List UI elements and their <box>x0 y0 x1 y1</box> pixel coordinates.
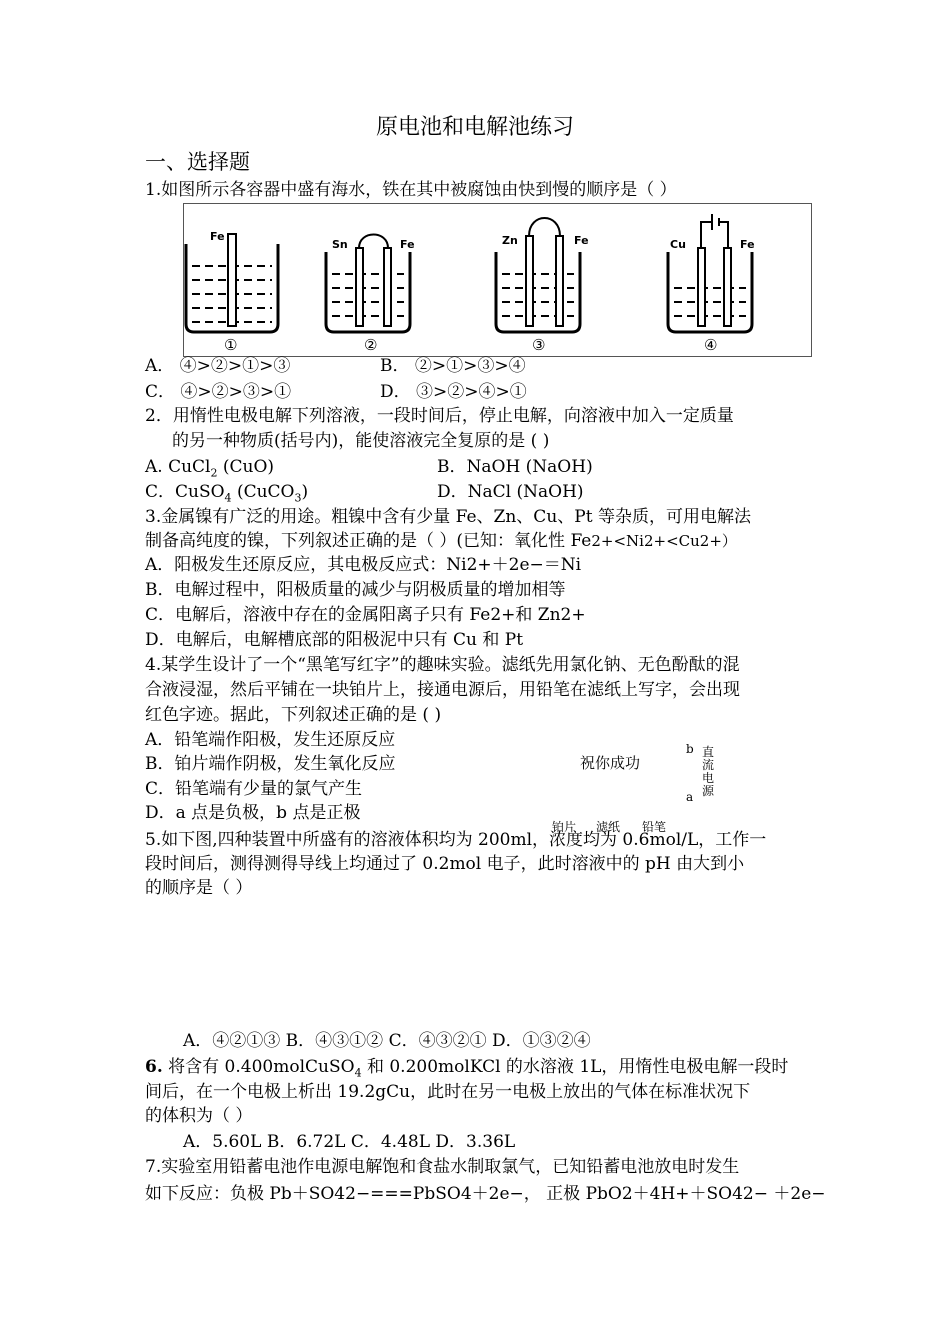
q6-line1: 6. 将含有 0.400molCuSO$_4$ 和 0.200molKCl 的水溶液 1L，用惰性电极电解一段时 <box>145 1057 789 1080</box>
q4-option-a: A．铅笔端作阳极，发生还原反应 <box>145 730 396 750</box>
q1-figure <box>183 203 812 357</box>
q4-line2: 合液浸湿，然后平铺在一块铂片上，接通电源后，用铅笔在滤纸上写字，会出现 <box>145 680 740 700</box>
q2-option-c: C．CuSO$_4$ (CuCO$_3$) <box>145 482 309 505</box>
q3-option-c: C．电解后，溶液中存在的金属阳离子只有 Fe2+和 Zn2+ <box>145 605 586 625</box>
q2-line2: 的另一种物质(括号内)，能使溶液完全复原的是 ( ) <box>172 431 550 451</box>
q5-options: A．④②①③ B．④③①② C．④③②① D．①③②④ <box>183 1031 591 1051</box>
b3-number: ③ <box>532 336 546 354</box>
q2-option-a: A. CuCl$_2$ (CuO) <box>145 457 275 480</box>
b1-number: ① <box>224 336 238 354</box>
q3-line1: 3.金属镍有广泛的用途。粗镍中含有少量 Fe、Zn、Cu、Pt 等杂质，可用电解法 <box>145 507 751 527</box>
q1-stem: 1.如图所示各容器中盛有海水，铁在其中被腐蚀由快到慢的顺序是（ ） <box>145 180 677 200</box>
q4-label-b: b <box>686 742 694 756</box>
q1-option-b: B． ②>①>③>④ <box>380 356 526 376</box>
b1-label-fe: Fe <box>210 230 225 243</box>
b4-label-fe: Fe <box>740 238 755 251</box>
q5-line3: 的顺序是（ ） <box>145 878 253 898</box>
beakers-diagram <box>184 204 811 356</box>
q4-option-d: D．a 点是负极，b 点是正极 <box>145 803 361 823</box>
q4-label-platinum: 铂片 <box>552 820 577 834</box>
q7-line2: 如下反应：负极 Pb＋SO42−===PbSO4＋2e−， 正极 PbO2＋4H+＋SO42− ＋2e− <box>145 1184 826 1204</box>
b3-label-fe: Fe <box>574 234 589 247</box>
q1-option-d: D． ③>②>④>① <box>380 382 527 402</box>
q3-line2: 制备高纯度的镍，下列叙述正确的是（ ）(已知：氧化性 Fe2+<Ni2+<Cu2+） <box>145 531 737 551</box>
q3-option-d: D．电解后，电解槽底部的阳极泥中只有 Cu 和 Pt <box>145 630 524 650</box>
q4-label-pencil: 铅笔 <box>642 820 667 834</box>
b3-label-zn: Zn <box>502 234 518 247</box>
q3-option-a: A．阳极发生还原反应，其电极反应式：Ni2+＋2e−＝Ni <box>145 555 582 575</box>
q5-line2: 段时间后，测得测得导线上均通过了 0.2mol 电子，此时溶液中的 pH 由大到小 <box>145 854 745 874</box>
q4-option-c: C．铅笔端有少量的氯气产生 <box>145 779 363 799</box>
q4-line3: 红色字迹。据此，下列叙述正确的是 ( ) <box>145 705 442 725</box>
q4-line1: 4.某学生设计了一个“黑笔写红字”的趣味实验。滤纸先用氯化钠、无色酚酞的混 <box>145 655 740 675</box>
b4-label-cu: Cu <box>670 238 686 251</box>
q2-option-b: B．NaOH (NaOH) <box>437 457 593 477</box>
q6-line2: 间后，在一个电极上析出 19.2gCu，此时在另一电极上放出的气体在标准状况下 <box>145 1082 751 1102</box>
q6-options: A．5.60L B．6.72L C．4.48L D．3.36L <box>183 1132 516 1152</box>
q3-option-b: B．电解过程中，阳极质量的减少与阴极质量的增加相等 <box>145 580 566 600</box>
q6-line3: 的体积为（ ） <box>145 1106 253 1126</box>
q7-line1: 7.实验室用铅蓄电池作电源电解饱和食盐水制取氯气，已知铅蓄电池放电时发生 <box>145 1157 740 1177</box>
b2-label-fe: Fe <box>400 238 415 251</box>
q4-label-a: a <box>686 790 694 804</box>
q4-option-b: B．铂片端作阴极，发生氧化反应 <box>145 754 396 774</box>
b2-label-sn: Sn <box>332 238 348 251</box>
q2-option-d: D．NaCl (NaOH) <box>437 482 584 502</box>
q5-line1: 5.如下图,四种装置中所盛有的溶液体积均为 200ml，浓度均为 0.6mol/L，工作一 <box>145 830 767 850</box>
section-heading: 一、选择题 <box>145 150 250 174</box>
q4-power-label: 直流电源 <box>702 745 715 798</box>
q2-line1: 2．用惰性电极电解下列溶液，一段时间后，停止电解，向溶液中加入一定质量 <box>145 406 734 426</box>
q1-option-c: C． ④>②>③>① <box>145 382 292 402</box>
q4-label-filter-paper: 滤纸 <box>596 820 621 834</box>
page-title: 原电池和电解池练习 <box>375 115 574 140</box>
q1-option-a: A． ④>②>①>③ <box>145 356 291 376</box>
b2-number: ② <box>364 336 378 354</box>
q4-figure-text: 祝你成功 <box>580 754 641 772</box>
b4-number: ④ <box>704 336 718 354</box>
